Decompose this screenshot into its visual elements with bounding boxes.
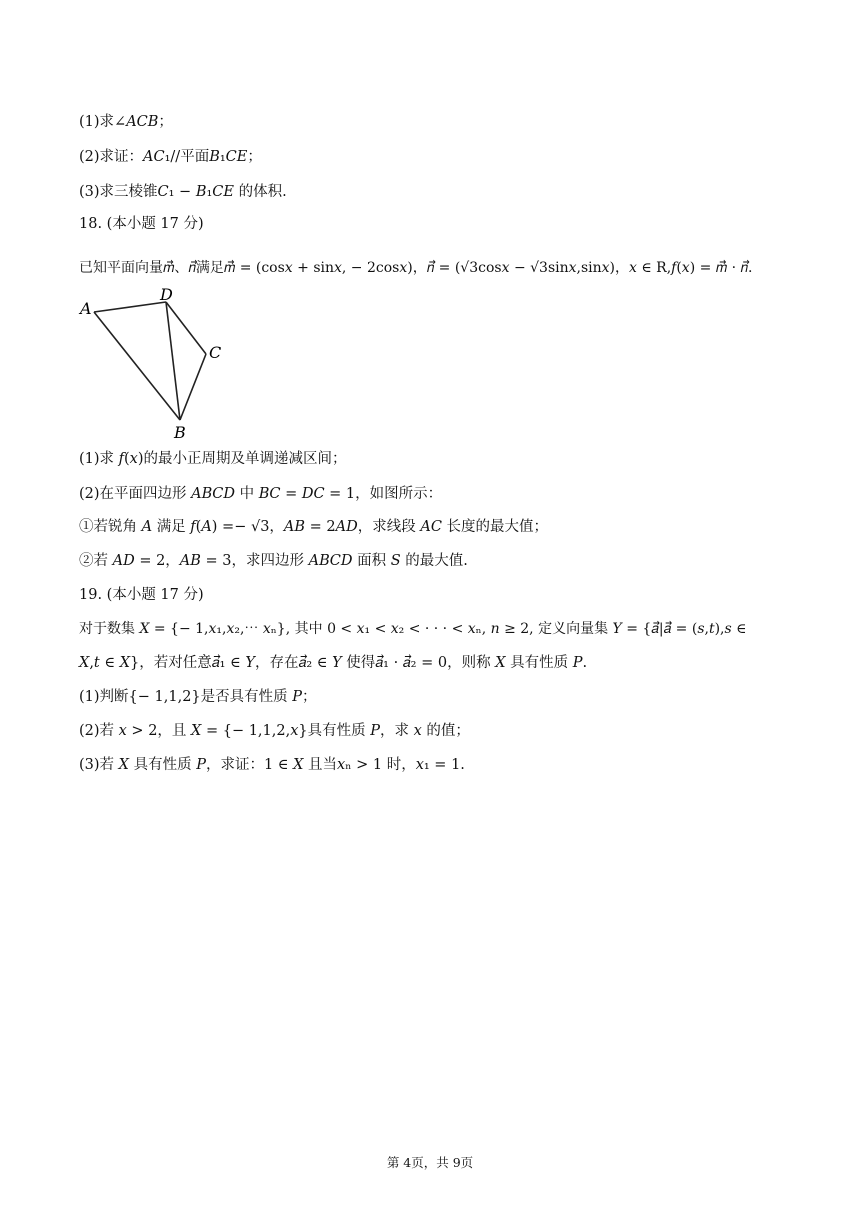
vertex-label-c: C xyxy=(209,343,222,362)
p18-question-2: (2)在平面四边形 𝐴𝐵𝐶𝐷 中 𝐵𝐶 = 𝐷𝐶 = 1，如图所示： xyxy=(79,486,443,502)
p18-question-1: (1)求 𝑓(𝑥)的最小正周期及单调递减区间； xyxy=(79,451,347,467)
p18-question-2-1: ①若锐角 𝐴 满足 𝑓(𝐴) =− √3，𝐴𝐵 = 2𝐴𝐷，求线段 𝐴𝐶 长度的最大值； xyxy=(79,519,549,535)
p19-question-2: (2)若 𝑥 > 2，且 𝑋 = {− 1,1,2,𝑥}具有性质 𝑃，求 𝑥 的值； xyxy=(79,723,470,739)
p18-header: 18. (本小题 17 分) xyxy=(79,216,204,232)
vertex-label-d: D xyxy=(160,285,173,304)
p17-question-1: (1)求∠𝐴𝐶𝐵； xyxy=(79,114,173,130)
segment-ad xyxy=(94,302,166,312)
segment-db xyxy=(166,302,180,420)
p19-question-1: (1)判断{− 1,1,2}是否具有性质 𝑃； xyxy=(79,689,317,705)
vertex-label-b: B xyxy=(174,423,186,442)
segment-cb xyxy=(180,354,206,420)
p18-stem: 已知平面向量𝑚⃗、𝑛⃗满足𝑚⃗ = (cos𝑥 + sin𝑥, − 2cos𝑥)，𝑛⃗ = (√3cos𝑥 − √3sin𝑥,sin𝑥)，𝑥 ∈ R,𝑓(𝑥) = 𝑚⃗ · 𝑛⃗. xyxy=(79,260,753,276)
p19-header: 19. (本小题 17 分) xyxy=(79,587,204,603)
quadrilateral-abcd-figure xyxy=(76,284,236,444)
p19-stem-line-1: 对于数集 𝑋 = {− 1,𝑥₁,𝑥₂,⋯ 𝑥ₙ}, 其中 0 < 𝑥₁ < 𝑥₂ < · · · < 𝑥ₙ, 𝑛 ≥ 2, 定义向量集 𝑌 = {𝑎⃗|𝑎⃗ = (𝑠,𝑡),𝑠 ∈ xyxy=(79,621,747,637)
page-footer: 第 4页，共 9页 xyxy=(386,1155,474,1170)
segment-ab xyxy=(94,312,180,420)
p17-question-2: (2)求证：𝐴𝐶₁//平面𝐵₁𝐶𝐸； xyxy=(79,149,262,165)
p17-question-3: (3)求三棱锥𝐶₁ − 𝐵₁𝐶𝐸 的体积. xyxy=(79,184,287,200)
p18-question-2-2: ②若 𝐴𝐷 = 2，𝐴𝐵 = 3，求四边形 𝐴𝐵𝐶𝐷 面积 𝑆 的最大值. xyxy=(79,553,468,569)
p19-stem-line-2: 𝑋,𝑡 ∈ 𝑋}，若对任意𝑎⃗₁ ∈ 𝑌，存在𝑎⃗₂ ∈ 𝑌 使得𝑎⃗₁ · 𝑎⃗₂ = 0，则称 𝑋 具有性质 𝑃. xyxy=(79,655,588,671)
p19-question-3: (3)若 𝑋 具有性质 𝑃，求证：1 ∈ 𝑋 且当𝑥ₙ > 1 时，𝑥₁ = 1. xyxy=(79,757,465,773)
vertex-label-a: A xyxy=(80,299,92,318)
